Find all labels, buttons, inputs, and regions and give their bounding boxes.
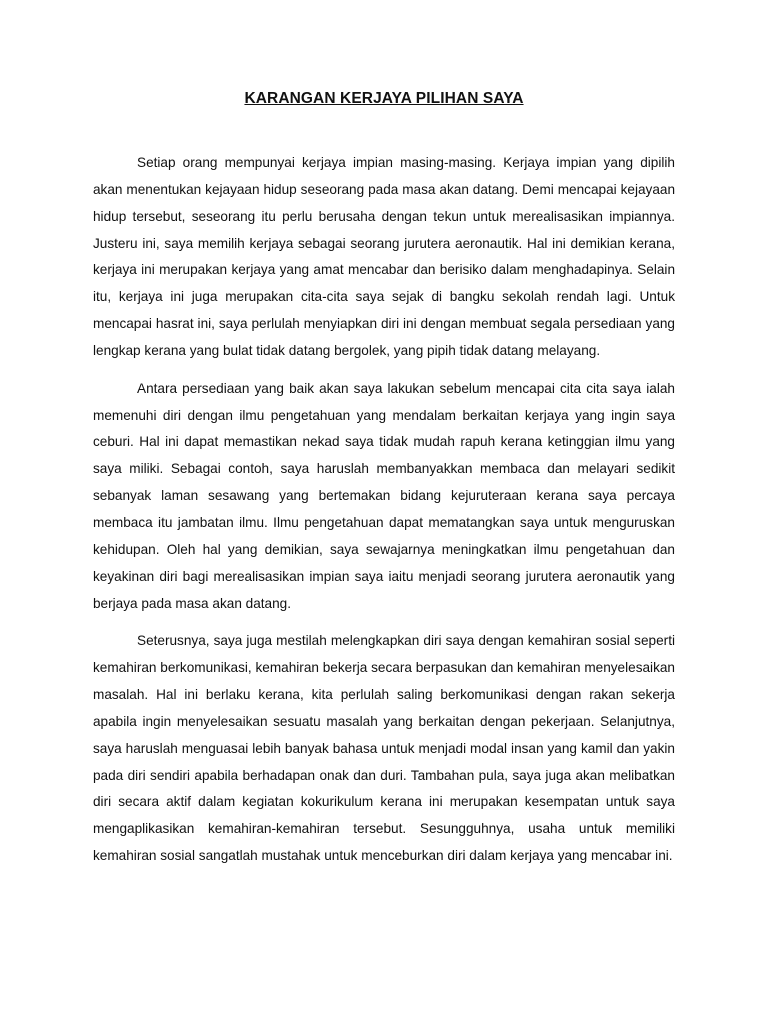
document-body [93, 150, 675, 881]
document-title: KARANGAN KERJAYA PILIHAN SAYA [244, 90, 524, 107]
paragraph-2: Antara persediaan yang baik akan saya lakukan sebelum mencapai cita cita saya ialah memenuhi diri dengan ilmu pengetahuan yang mendalam berkaitan kerjaya yang ingin saya ceburi. Hal ini dapat memastikan nekad saya tidak mudah rapuh kerana ketinggian ilmu yang saya miliki. Sebagai contoh, saya haruslah membanyakkan membaca dan melayari sedikit sebanyak laman sesawang yang bertemakan bidang kejuruteraan kerana saya percaya membaca itu jambatan ilmu. Ilmu pengetahuan dapat mematangkan saya untuk menguruskan kehidupan. Oleh hal yang demikian, saya sewajarnya meningkatkan ilmu pengetahuan dan keyakinan diri bagi merealisasikan impian saya iaitu menjadi seorang jurutera aeronautik yang berjaya pada masa akan datang. [93, 380, 675, 611]
paragraph-3: Seterusnya, saya juga mestilah melengkapkan diri saya dengan kemahiran sosial seperti kemahiran berkomunikasi, kemahiran bekerja secara berpasukan dan kemahiran menyelesaikan masalah. Hal ini berlaku kerana, kita perlulah saling berkomunikasi dengan rakan sekerja apabila ingin menyelesaikan sesuatu masalah yang berkaitan dengan pekerjaan. Selanjutnya, saya haruslah menguasai lebih banyak bahasa untuk menjadi modal insan yang kamil dan yakin pada diri sendiri apabila berhadapan onak dan duri. Tambahan pula, saya juga akan melibatkan diri secara aktif dalam kegiatan kokurikulum kerana ini merupakan kesempatan untuk saya mengaplikasikan kemahiran-kemahiran tersebut. Sesungguhnya, usaha untuk memiliki kemahiran sosial sangatlah mustahak untuk menceburkan diri dalam kerjaya yang mencabar ini. [93, 633, 675, 864]
paragraph-1: Setiap orang mempunyai kerjaya impian masing-masing. Kerjaya impian yang dipilih akan menentukan kejayaan hidup seseorang pada masa akan datang. Demi mencapai kejayaan hidup tersebut, seseorang itu perlu berusaha dengan tekun untuk merealisasikan impiannya. Justeru ini, saya memilih kerjaya sebagai seorang jurutera aeronautik. Hal ini demikian kerana, kerjaya ini merupakan kerjaya yang amat mencabar dan berisiko dalam menghadapinya. Selain itu, kerjaya ini juga merupakan cita-cita saya sejak di bangku sekolah rendah lagi. Untuk mencapai hasrat ini, saya perlulah menyiapkan diri ini dengan membuat segala persediaan yang lengkap kerana yang bulat tidak datang bergolek, yang pipih tidak datang melayang. [93, 155, 675, 358]
